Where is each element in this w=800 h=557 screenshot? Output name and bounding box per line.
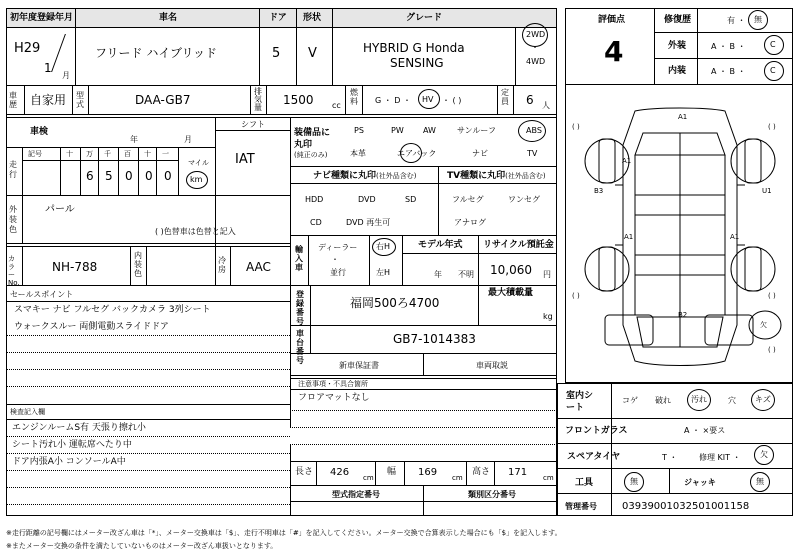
- equipment-label: 装備品に丸印: [294, 128, 331, 150]
- equipment-item: エアバック: [397, 149, 437, 158]
- max-load-label: 最大積載量: [488, 288, 534, 298]
- digit-divider: [60, 147, 61, 195]
- digit-label: 一: [162, 150, 169, 158]
- model: DAA-GB7: [135, 93, 191, 107]
- fuel-options: G ・ D ・: [375, 96, 411, 105]
- airbag-circle: [400, 143, 422, 163]
- score-value: 4: [604, 35, 624, 68]
- frame-value: GB7-1014383: [393, 332, 476, 346]
- equipment-label-sub: (純正のみ): [294, 151, 328, 159]
- shift-label: シフト: [241, 120, 265, 129]
- digit-divider: [138, 147, 139, 195]
- left-h: 左H: [376, 268, 391, 277]
- mgmt-label: 管理番号: [565, 502, 597, 511]
- mileage-label: 走行: [9, 160, 17, 179]
- jack-label: ジャッキ: [684, 478, 716, 487]
- glass-label: フロントガラス: [565, 426, 628, 436]
- registration-label: 登録番号: [296, 290, 304, 326]
- repair-label: 修復歴: [664, 15, 692, 25]
- seat-dirt: 汚れ: [691, 395, 707, 404]
- seat-burn: コゲ: [622, 396, 638, 405]
- length: 426: [330, 467, 350, 478]
- inspector-label: 検査記入欄: [10, 408, 45, 416]
- frame-label: 車台番号: [296, 329, 304, 365]
- manual: 車両取説: [476, 361, 508, 370]
- navi-item: DVD: [358, 195, 376, 204]
- car-name-label: 車名: [159, 13, 178, 23]
- digit-value: 0: [125, 169, 133, 183]
- notes-label: 注意事項・不具合箇所: [298, 380, 368, 388]
- exterior-options: A ・ B ・: [711, 42, 746, 51]
- inspector-line2: シート汚れ小 運転席へたり中: [12, 440, 132, 450]
- navi-header: ナビ種類に丸印(社外品含む): [313, 171, 417, 181]
- equipment-item: ABS: [526, 126, 542, 135]
- grade-label: グレード: [406, 13, 443, 23]
- fuel-hv: HV: [422, 95, 434, 104]
- doors: 5: [272, 46, 281, 61]
- car-name: フリード ハイブリッド: [95, 46, 218, 60]
- interior-selected: C: [770, 66, 776, 75]
- spare-label: スペアタイヤ: [567, 452, 621, 462]
- tv-item: アナログ: [454, 218, 486, 227]
- sales-line1: スマキー ナビ フルセグ バックカメラ 3列シート: [14, 305, 211, 315]
- model-label: 型式: [76, 91, 84, 109]
- month-value: 1: [44, 61, 52, 75]
- digit-label: 千: [104, 150, 111, 158]
- digit-divider: [156, 147, 157, 195]
- cc-unit: cc: [332, 101, 341, 110]
- capacity-unit: 人: [542, 101, 550, 110]
- digit-label: 百: [124, 150, 131, 158]
- height-cm: cm: [543, 474, 554, 482]
- ac-label: 冷房: [218, 256, 226, 274]
- shape-label: 形状: [303, 13, 322, 23]
- navi-item: CD: [310, 218, 322, 227]
- equipment-item: 本革: [350, 149, 366, 158]
- new-car-warranty: 新車保証書: [339, 361, 379, 370]
- color-no-label: カラーNo.: [8, 255, 20, 287]
- shaken-year-unit: 年: [130, 135, 138, 144]
- footer-line1: ※走行距離の記号欄にはメーター改ざん車は「*」、メーター交換車は「$」、走行不明車は「#」を記入してください。メーター交換で合算表示した場合にも「$」を記入します。: [6, 529, 562, 537]
- glass-value: A ・ ×要ス: [684, 426, 726, 435]
- inspector-line3: ドア内張A小 コンソールA中: [12, 457, 126, 467]
- tools-none: 無: [630, 477, 638, 486]
- fuel-paren: ・ ( ): [442, 96, 462, 105]
- navi-item: DVD 再生可: [346, 218, 391, 227]
- spare-t: T ・: [662, 453, 678, 462]
- mark-u1: U1: [762, 187, 772, 195]
- seat-label: 室内シート: [566, 391, 594, 413]
- width-label: 幅: [387, 467, 397, 477]
- equipment-item: サンルーフ: [457, 126, 496, 135]
- diagram-kizu: 欠: [760, 321, 767, 329]
- tv-item: ワンセグ: [508, 195, 540, 204]
- mark-a1-mid: A1: [624, 233, 634, 241]
- digit-value: 0: [145, 169, 153, 183]
- footer-line2: ※またメーター交換の条件を満たしていないものはメーター改ざん車扱いとなります。: [6, 542, 278, 550]
- displacement: 1500: [283, 93, 314, 107]
- drive-4wd: 4WD: [526, 57, 546, 66]
- width: 169: [418, 467, 438, 478]
- displacement-label: 排気量: [254, 87, 262, 112]
- capacity-label: 定員: [501, 88, 509, 106]
- seat-tear: 破れ: [655, 396, 671, 405]
- usage-label: 車歴: [9, 91, 17, 109]
- mark-b3: B3: [594, 187, 604, 195]
- repair-selected: 無: [754, 15, 762, 24]
- parallel: 並行: [330, 268, 346, 277]
- navi-item: SD: [405, 195, 417, 204]
- digit-header-line: [22, 160, 178, 161]
- mark-a1-left: A1: [622, 157, 632, 165]
- digit-label: 十: [66, 150, 73, 158]
- interior-label: 内装: [668, 66, 687, 76]
- spare-none: 欠: [760, 450, 768, 459]
- drive-sep: ・: [531, 43, 539, 52]
- interior-color-label: 内装色: [134, 251, 142, 278]
- mgmt-value: 0393900103250100115​8: [622, 501, 750, 512]
- exterior-selected: C: [770, 40, 776, 49]
- usage: 自家用: [30, 93, 67, 107]
- interior-options: A ・ B ・: [711, 67, 746, 76]
- kg-unit: kg: [543, 312, 553, 321]
- grade-line1: HYBRID G Honda: [363, 41, 465, 55]
- seat-scratch: キズ: [755, 395, 771, 404]
- height: 171: [508, 467, 528, 478]
- color-note: ( )色替車は色替と記入: [155, 227, 236, 236]
- dealer: ディーラー: [318, 243, 358, 252]
- digit-divider: [98, 147, 99, 195]
- registration-value: 福岡500ろ4700: [350, 296, 440, 310]
- color: パール: [45, 204, 75, 215]
- type-designation-label: 型式指定番号: [332, 490, 380, 499]
- digit-divider: [80, 147, 81, 195]
- digit-divider: [118, 147, 119, 195]
- score-label: 評価点: [598, 15, 626, 25]
- import-label: 輸入車: [295, 245, 303, 272]
- sales-line2: ウォークスルー 両側電動スライドドア: [14, 322, 169, 332]
- tv-header: TV種類に丸印(社外品含む): [447, 171, 546, 181]
- diagram-paren-5: ( ): [768, 346, 776, 354]
- drive-2wd: 2WD: [526, 30, 546, 39]
- equipment-item: AW: [423, 126, 436, 135]
- model-year-unit: 年: [434, 270, 442, 279]
- digit-value: 0: [164, 169, 172, 183]
- digit-label: 十: [144, 150, 151, 158]
- length-label: 長さ: [295, 467, 314, 477]
- navi-item: HDD: [305, 195, 324, 204]
- digit-divider: [178, 147, 179, 195]
- tv-item: フルセグ: [452, 195, 484, 204]
- height-label: 高さ: [472, 467, 491, 477]
- digit-label: 記号: [28, 150, 42, 158]
- km-label: km: [190, 175, 203, 184]
- digit-value: 6: [86, 169, 94, 183]
- import-dot: ・: [331, 255, 339, 264]
- equipment-item: PW: [391, 126, 404, 135]
- width-cm: cm: [452, 474, 463, 482]
- mark-a1-top: A1: [678, 113, 688, 121]
- recycle-value: 10,060: [490, 263, 532, 277]
- year-label: 初年度登録年月: [10, 13, 74, 23]
- equipment-item: ナビ: [472, 149, 488, 158]
- inspector-line1: エンジンルームS有 天張り擦れ小: [12, 423, 146, 433]
- mark-b2: B2: [678, 311, 688, 319]
- model-year-label: モデル年式: [418, 240, 463, 250]
- digit-value: 5: [105, 169, 113, 183]
- tools-label: 工具: [575, 478, 594, 488]
- door-label: ドア: [269, 13, 287, 23]
- diagram-paren-3: ( ): [572, 292, 580, 300]
- seat-hole: 穴: [728, 396, 736, 405]
- capacity: 6: [526, 93, 534, 107]
- mile-label: マイル: [188, 159, 209, 167]
- digit-label: 万: [86, 150, 93, 158]
- yen-unit: 円: [543, 270, 551, 279]
- grade-line2: SENSING: [390, 56, 444, 70]
- category-label: 類別区分番号: [468, 490, 516, 499]
- color-no: NH-788: [52, 260, 98, 274]
- car-diagram: [565, 85, 793, 383]
- month-unit: 月: [62, 71, 70, 80]
- mark-a1-right: A1: [730, 233, 740, 241]
- shape: V: [308, 46, 317, 61]
- right-h: 右H: [376, 242, 391, 251]
- spare-kit: 修理 KIT ・: [699, 453, 741, 462]
- sales-points-label: セールスポイント: [10, 290, 74, 299]
- equipment-item: PS: [354, 126, 364, 135]
- length-cm: cm: [363, 474, 374, 482]
- recycle-label: リサイクル預託金: [483, 240, 554, 250]
- exterior-label: 外装: [668, 41, 687, 51]
- jack-none: 無: [756, 477, 764, 486]
- equipment-item: TV: [527, 149, 538, 158]
- shaken-month-unit: 月: [184, 135, 192, 144]
- repair-options: 有 ・: [727, 16, 746, 25]
- model-year-unknown: 不明: [458, 270, 474, 279]
- ac: AAC: [246, 260, 271, 274]
- abs-circle: [518, 120, 546, 142]
- year-value: H29: [14, 41, 41, 56]
- diagram-paren-2: ( ): [768, 123, 776, 131]
- color-label: 外装色: [9, 205, 17, 234]
- diagram-paren-4: ( ): [768, 292, 776, 300]
- notes-text: フロアマットなし: [298, 393, 370, 403]
- fuel-label: 燃料: [350, 88, 358, 106]
- diagram-paren-1: ( ): [572, 123, 580, 131]
- shaken-label: 車検: [30, 127, 49, 137]
- shift: IAT: [235, 152, 255, 167]
